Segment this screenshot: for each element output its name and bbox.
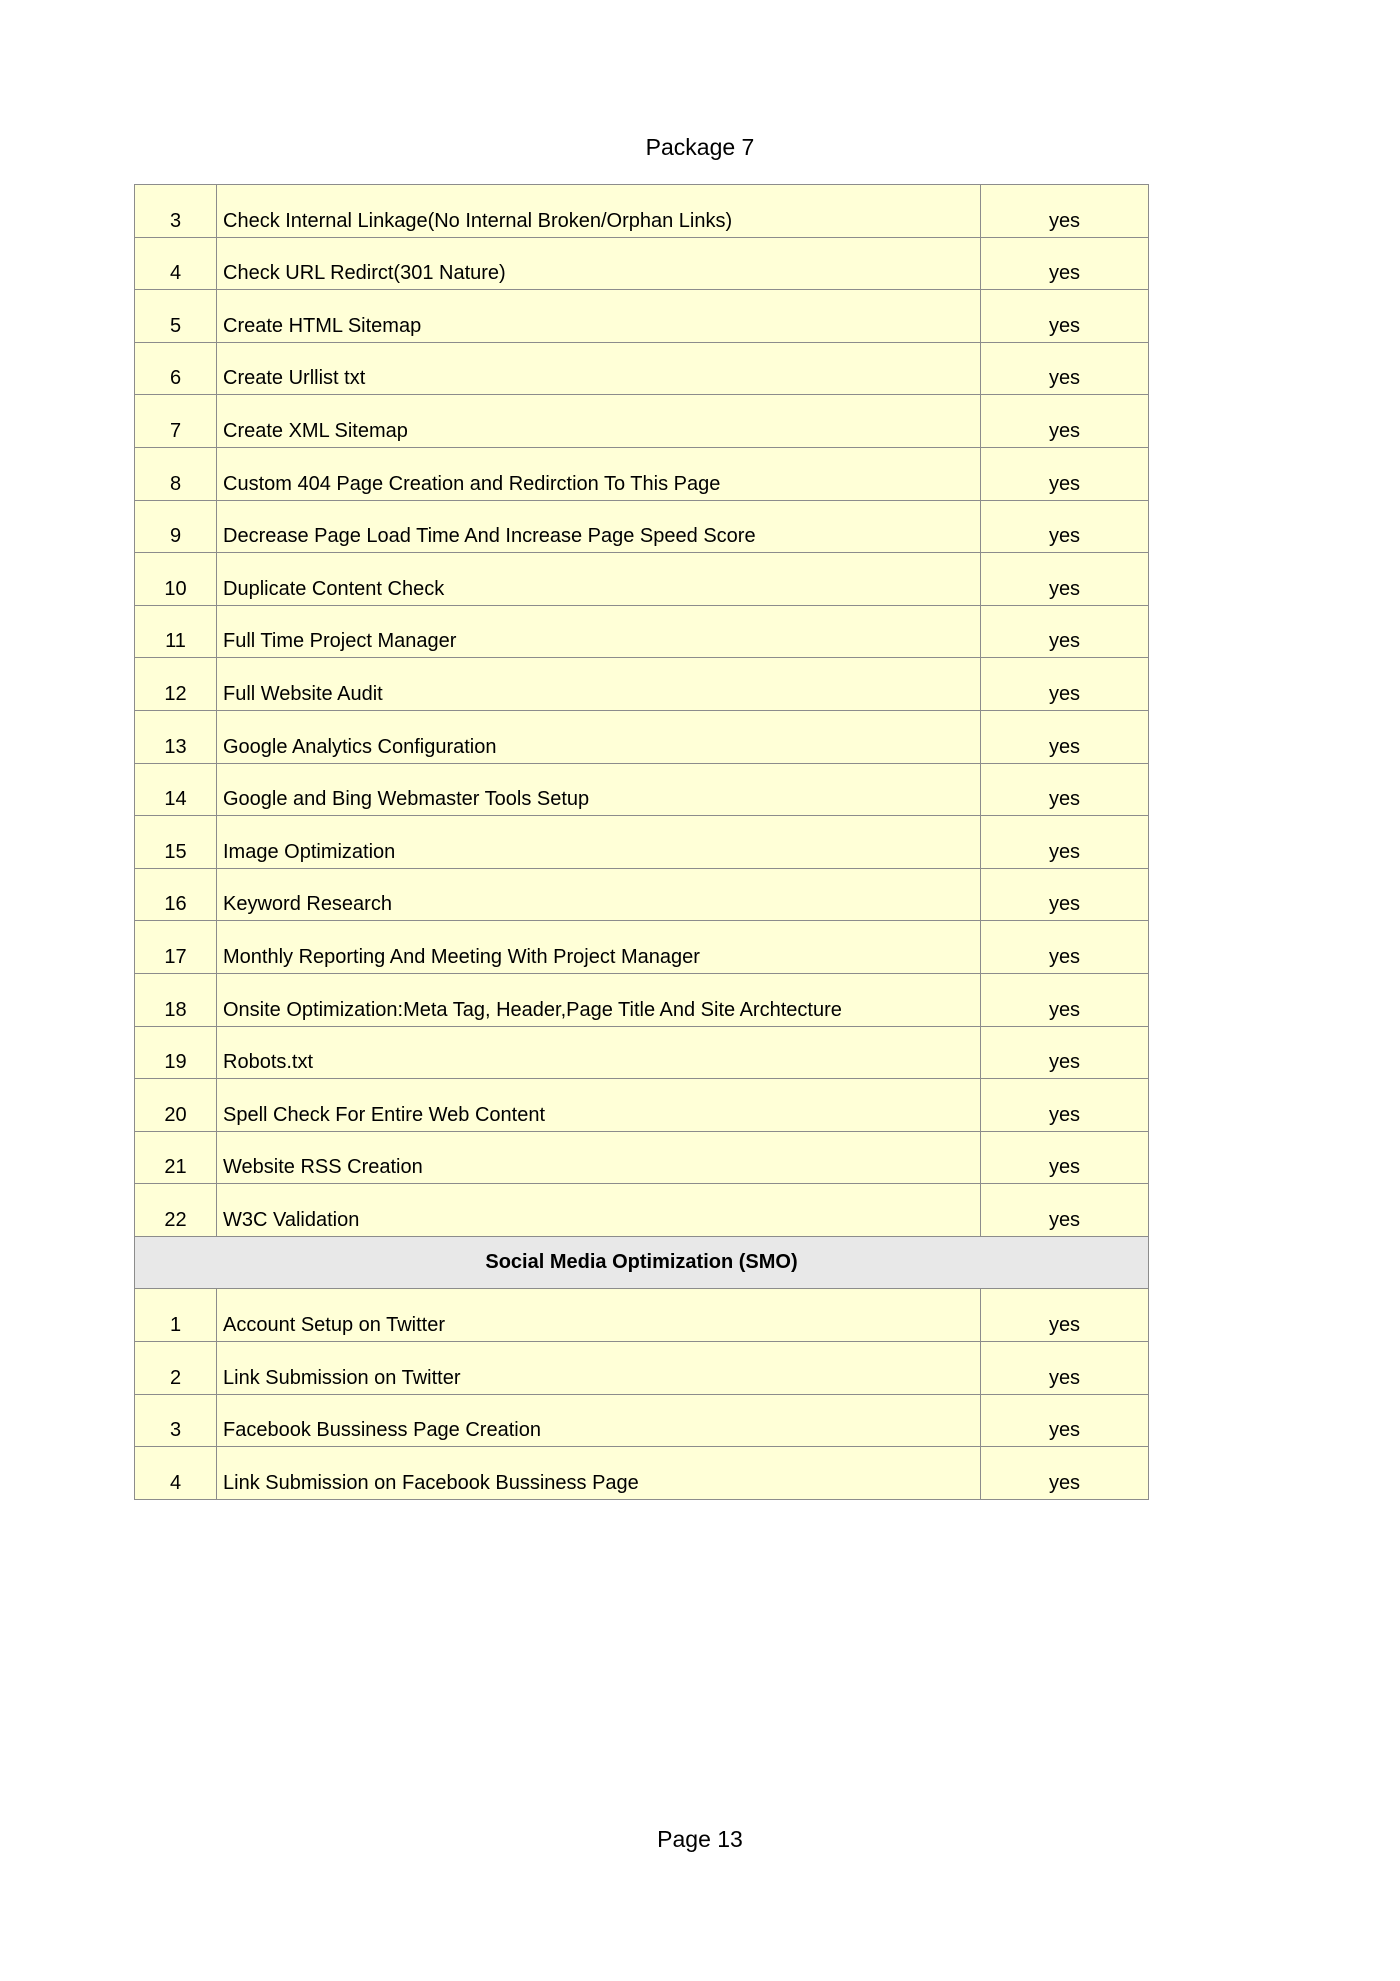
row-number: 7 (135, 395, 217, 448)
row-description: Google and Bing Webmaster Tools Setup (217, 763, 981, 816)
table-row (135, 290, 1149, 343)
row-value: yes (981, 658, 1149, 711)
table-row (135, 1342, 1149, 1395)
row-number: 12 (135, 658, 217, 711)
row-value: yes (981, 185, 1149, 238)
row-number: 9 (135, 500, 217, 553)
page-title: Package 7 (645, 134, 755, 160)
section-header-row (135, 1236, 1149, 1289)
row-number: 17 (135, 921, 217, 974)
page-number: Page 13 (657, 1826, 743, 1852)
row-value: yes (981, 500, 1149, 553)
row-value: yes (981, 763, 1149, 816)
row-description: Link Submission on Facebook Bussiness Page (217, 1447, 981, 1500)
row-value: yes (981, 868, 1149, 921)
table-row (135, 500, 1149, 553)
table-row (135, 973, 1149, 1026)
row-value: yes (981, 553, 1149, 606)
row-value: yes (981, 1131, 1149, 1184)
table-row (135, 553, 1149, 606)
table-row (135, 1394, 1149, 1447)
row-number: 13 (135, 710, 217, 763)
row-number: 15 (135, 816, 217, 869)
row-description: Account Setup on Twitter (217, 1289, 981, 1342)
row-description: Link Submission on Twitter (217, 1342, 981, 1395)
row-number: 19 (135, 1026, 217, 1079)
row-description: W3C Validation (217, 1184, 981, 1237)
row-number: 20 (135, 1079, 217, 1132)
row-description: Create XML Sitemap (217, 395, 981, 448)
row-number: 4 (135, 1447, 217, 1500)
table-row (135, 185, 1149, 238)
row-value: yes (981, 605, 1149, 658)
row-value: yes (981, 342, 1149, 395)
row-value: yes (981, 1079, 1149, 1132)
table-row (135, 868, 1149, 921)
row-value: yes (981, 710, 1149, 763)
table-row (135, 1026, 1149, 1079)
row-description: Onsite Optimization:Meta Tag, Header,Page Title And Site Archtecture (217, 973, 981, 1026)
row-description: Keyword Research (217, 868, 981, 921)
row-number: 18 (135, 973, 217, 1026)
package-table (134, 184, 1149, 1500)
row-description: Full Time Project Manager (217, 605, 981, 658)
row-number: 8 (135, 447, 217, 500)
row-value: yes (981, 1289, 1149, 1342)
row-description: Google Analytics Configuration (217, 710, 981, 763)
row-value: yes (981, 921, 1149, 974)
row-description: Website RSS Creation (217, 1131, 981, 1184)
row-number: 3 (135, 1394, 217, 1447)
table-row (135, 763, 1149, 816)
row-value: yes (981, 237, 1149, 290)
table-row (135, 342, 1149, 395)
table-row (135, 658, 1149, 711)
row-description: Duplicate Content Check (217, 553, 981, 606)
row-description: Custom 404 Page Creation and Redirction To This Page (217, 447, 981, 500)
row-description: Decrease Page Load Time And Increase Page Speed Score (217, 500, 981, 553)
row-number: 22 (135, 1184, 217, 1237)
row-description: Check Internal Linkage(No Internal Broken/Orphan Links) (217, 185, 981, 238)
row-description: Create HTML Sitemap (217, 290, 981, 343)
table-row (135, 921, 1149, 974)
table-row (135, 1289, 1149, 1342)
row-description: Create Urllist txt (217, 342, 981, 395)
row-value: yes (981, 816, 1149, 869)
section-title: Social Media Optimization (SMO) (135, 1236, 1149, 1289)
row-number: 16 (135, 868, 217, 921)
row-value: yes (981, 1342, 1149, 1395)
row-description: Monthly Reporting And Meeting With Project Manager (217, 921, 981, 974)
row-value: yes (981, 447, 1149, 500)
row-number: 1 (135, 1289, 217, 1342)
row-description: Image Optimization (217, 816, 981, 869)
row-number: 2 (135, 1342, 217, 1395)
row-value: yes (981, 395, 1149, 448)
row-number: 3 (135, 185, 217, 238)
row-number: 6 (135, 342, 217, 395)
row-value: yes (981, 1447, 1149, 1500)
row-description: Check URL Redirct(301 Nature) (217, 237, 981, 290)
table-row (135, 447, 1149, 500)
row-value: yes (981, 290, 1149, 343)
row-number: 4 (135, 237, 217, 290)
row-description: Robots.txt (217, 1026, 981, 1079)
row-description: Full Website Audit (217, 658, 981, 711)
table-row (135, 395, 1149, 448)
row-description: Facebook Bussiness Page Creation (217, 1394, 981, 1447)
table-row (135, 605, 1149, 658)
row-value: yes (981, 1394, 1149, 1447)
row-number: 5 (135, 290, 217, 343)
package-table-body (135, 185, 1149, 1500)
table-row (135, 710, 1149, 763)
table-row (135, 1447, 1149, 1500)
row-value: yes (981, 1184, 1149, 1237)
row-value: yes (981, 973, 1149, 1026)
row-description: Spell Check For Entire Web Content (217, 1079, 981, 1132)
table-row (135, 237, 1149, 290)
row-number: 14 (135, 763, 217, 816)
row-number: 10 (135, 553, 217, 606)
table-row (135, 1079, 1149, 1132)
row-number: 21 (135, 1131, 217, 1184)
row-number: 11 (135, 605, 217, 658)
row-value: yes (981, 1026, 1149, 1079)
table-row (135, 1131, 1149, 1184)
table-row (135, 816, 1149, 869)
table-row (135, 1184, 1149, 1237)
